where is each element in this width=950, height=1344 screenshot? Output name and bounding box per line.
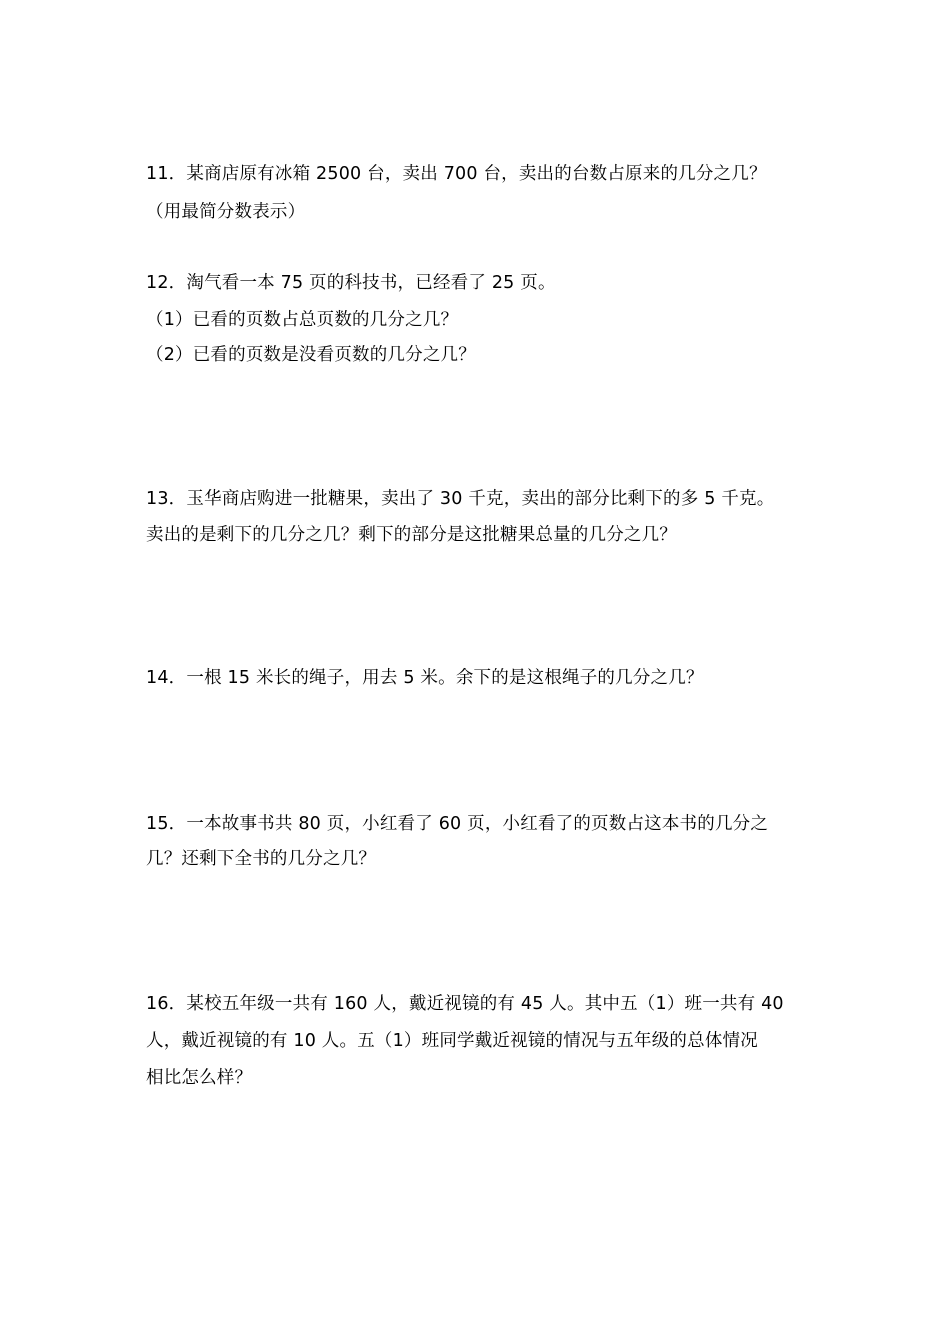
question-16-line-2: 人，戴近视镜的有 10 人。五（1）班同学戴近视镜的情况与五年级的总体情况 <box>146 1031 758 1051</box>
question-14-line-1: 14．一根 15 米长的绳子，用去 5 米。余下的是这根绳子的几分之几？ <box>146 668 704 688</box>
question-16-line-3: 相比怎么样？ <box>146 1068 253 1088</box>
question-15-line-2: 几？还剩下全书的几分之几？ <box>146 849 377 869</box>
question-13-line-2: 卖出的是剩下的几分之几？剩下的部分是这批糖果总量的几分之几？ <box>146 525 677 545</box>
question-11-line-2: （用最简分数表示） <box>146 202 306 222</box>
question-15-line-1: 15．一本故事书共 80 页，小红看了 60 页，小红看了的页数占这本书的几分之 <box>146 814 769 834</box>
question-12-line-1: 12．淘气看一本 75 页的科技书，已经看了 25 页。 <box>146 273 556 293</box>
question-12-part-1: （1）已看的页数占总页数的几分之几？ <box>146 310 459 330</box>
question-16-line-1: 16．某校五年级一共有 160 人，戴近视镜的有 45 人。其中五（1）班一共有 40 <box>146 994 784 1014</box>
question-11-line-1: 11．某商店原有冰箱 2500 台，卖出 700 台，卖出的台数占原来的几分之几？ <box>146 164 767 184</box>
question-13-line-1: 13．玉华商店购进一批糖果，卖出了 30 千克，卖出的部分比剩下的多 5 千克。 <box>146 489 775 509</box>
question-12-part-2: （2）已看的页数是没看页数的几分之几？ <box>146 345 476 365</box>
